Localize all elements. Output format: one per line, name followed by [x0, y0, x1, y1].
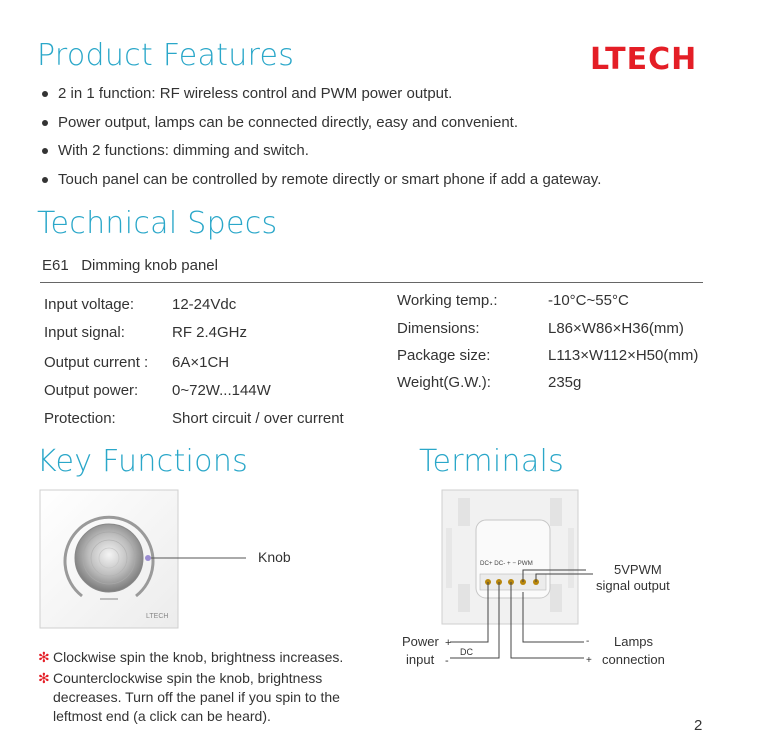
spec-label: Input signal:	[44, 324, 125, 341]
panel-logo: LTECH	[146, 613, 169, 620]
note-item	[38, 648, 388, 667]
section-title-key-functions: Key Functions	[37, 444, 249, 479]
signal-label-line2: signal output	[596, 578, 670, 593]
section-title-technical-specs: Technical Specs	[37, 206, 278, 241]
spec-value: L113×W112×H50(mm)	[548, 347, 699, 364]
lamps-minus-sign: -	[586, 636, 590, 647]
spec-label: Protection:	[44, 410, 116, 427]
model-code: E61	[42, 257, 69, 274]
lamps-label-line2: connection	[602, 652, 665, 667]
section-title-terminals: Terminals	[419, 444, 565, 479]
signal-label-line1: 5VPWM	[614, 562, 662, 577]
knob-label: Knob	[258, 549, 291, 565]
spec-label: Output current :	[44, 354, 149, 371]
ltech-logo: LTECH	[590, 42, 698, 77]
lamps-plus-sign: +	[586, 655, 592, 666]
power-plus-sign: +	[445, 637, 452, 649]
knob-indicator-dot	[145, 555, 151, 561]
note-text: Clockwise spin the knob, brightness increases.	[53, 649, 344, 665]
spec-label: Package size:	[397, 347, 491, 364]
spec-value: Short circuit / over current	[172, 410, 344, 427]
spec-label: Weight(G.W.):	[397, 374, 491, 391]
spec-label: Dimensions:	[397, 320, 480, 337]
spec-label: Output power:	[44, 382, 139, 399]
feature-item: Power output, lamps can be connected directly, easy and convenient.	[40, 112, 601, 141]
spec-value: L86×W86×H36(mm)	[548, 320, 684, 337]
lamps-label-line1: Lamps	[614, 634, 654, 649]
features-list	[40, 83, 601, 197]
power-label-line1: Power	[402, 634, 439, 649]
specs-divider	[40, 282, 703, 283]
feature-item: Touch panel can be controlled by remote directly or smart phone if add a gateway.	[40, 169, 601, 198]
note-item	[38, 669, 388, 726]
feature-item: With 2 functions: dimming and switch.	[40, 140, 601, 169]
model-line	[42, 257, 218, 274]
spec-label: Working temp.:	[397, 292, 498, 309]
spec-value: -10°C~55°C	[548, 292, 629, 309]
asterisk-icon: ✻	[38, 670, 50, 686]
knob-panel-figure	[38, 488, 318, 633]
note-text: Counterclockwise spin the knob, brightness decreases. Turn off the panel if you spin to the leftmost end (a click can be heard).	[53, 670, 340, 724]
power-minus-sign: -	[445, 655, 449, 667]
feature-item: 2 in 1 function: RF wireless control and PWM power output.	[40, 83, 601, 112]
power-label-line2: input	[406, 652, 435, 667]
page-number: 2	[694, 717, 703, 734]
knob-icon[interactable]	[75, 524, 143, 592]
spec-value: 235g	[548, 374, 582, 391]
spec-value: RF 2.4GHz	[172, 324, 248, 341]
terminals-diagram	[398, 488, 698, 678]
spec-label: Input voltage:	[44, 296, 135, 313]
spec-value: 6A×1CH	[172, 354, 230, 371]
spec-value: 0~72W...144W	[172, 382, 271, 399]
pin-labels: DC+ DC- + − PWM	[480, 560, 533, 567]
model-description: Dimming knob panel	[81, 257, 218, 274]
section-title-product-features: Product Features	[37, 38, 295, 73]
spec-value: 12-24Vdc	[172, 296, 237, 313]
dc-label: DC	[460, 647, 473, 657]
asterisk-icon: ✻	[38, 649, 50, 665]
